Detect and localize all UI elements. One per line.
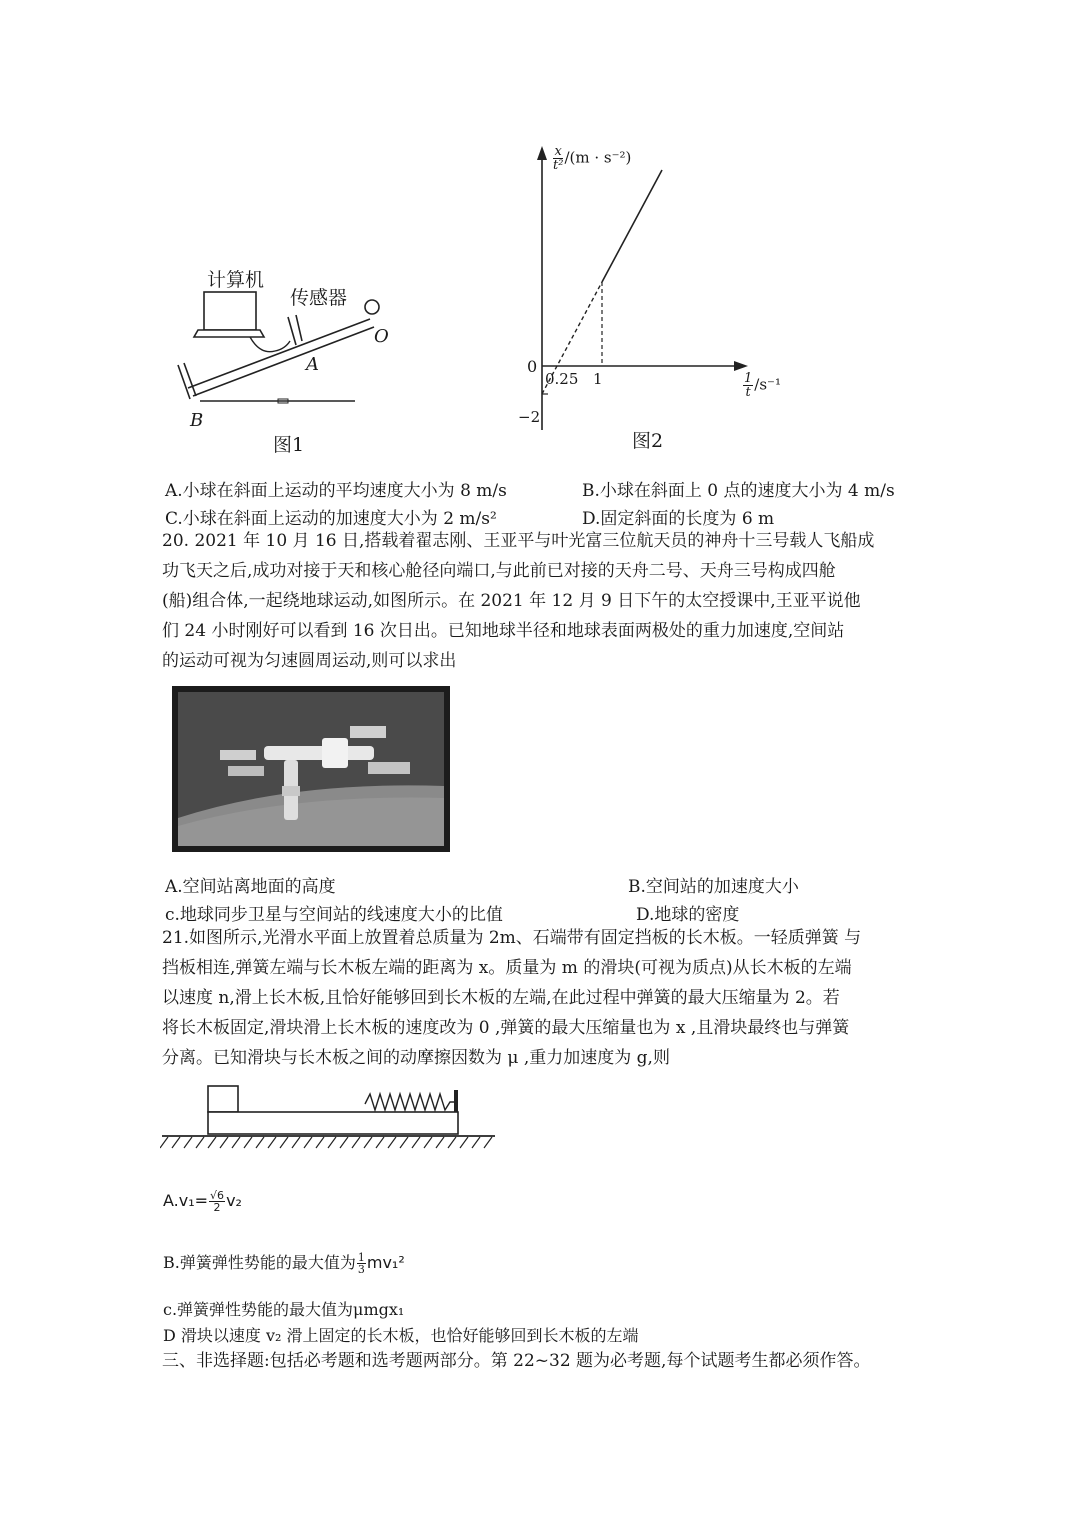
q20-option-b: B.空间站的加速度大小 (628, 877, 799, 897)
q21-line-1: 21.如图所示,光滑水平面上放置着总质量为 2m、石端带有固定挡板的长木板。一轻质弹簧 与 (162, 928, 862, 948)
q21-option-d: D 滑块以速度 v₂ 滑上固定的长木板，也恰好能够回到长木板的左端 (163, 1326, 639, 1345)
q19-option-b: B.小球在斜面上 0 点的速度大小为 4 m/s (582, 481, 895, 501)
figure-2-x-axis-label (742, 372, 781, 399)
q21-option-a-suffix: v₂ (226, 1191, 242, 1210)
q21-line-4: 将长木板固定,滑块滑上长木板的速度改为 0 ,弹簧的最大压缩量也为 x ,且滑块最终也与弹簧 (162, 1018, 850, 1038)
q21-option-b-suffix: mv₁² (366, 1253, 405, 1272)
figure-1-caption: 图1 (273, 434, 305, 456)
space-station-photo (172, 686, 450, 852)
figure-1-point-a: A (306, 354, 319, 375)
y-axis-denominator: t² (553, 158, 564, 173)
figure-2-tick-1: 1 (593, 370, 603, 388)
x-axis-numerator: 1 (744, 371, 753, 386)
x-axis-denominator: t (745, 385, 751, 400)
q21-option-b (163, 1250, 405, 1275)
q21-option-a-denominator: 2 (213, 1201, 221, 1214)
x-axis-unit: /s⁻¹ (754, 375, 781, 394)
q21-line-3: 以速度 n,滑上长木板,且恰好能够回到长木板的左端,在此过程中弹簧的最大压缩量为 2。若 (162, 988, 840, 1008)
q20-line-4: 们 24 小时刚好可以看到 16 次日出。已知地球半径和地球表面两极处的重力加速度,空间站 (162, 621, 845, 641)
q21-option-a (163, 1190, 242, 1213)
figure-1-computer-label: 计算机 (207, 269, 265, 291)
y-axis-unit: /(m · s⁻²) (564, 148, 632, 167)
figure-2-y-axis-label (552, 145, 631, 172)
q20-line-5: 的运动可视为匀速圆周运动,则可以求出 (162, 651, 457, 671)
q20-line-2: 功飞天之后,成功对接于天和核心舱径向端口,与此前已对接的天舟二号、天舟三号构成四舱 (162, 561, 836, 581)
q20-option-c: c.地球同步卫星与空间站的线速度大小的比值 (165, 905, 503, 925)
figure-2-origin-label: 0 (527, 357, 538, 376)
q19-option-a: A.小球在斜面上运动的平均速度大小为 8 m/s (165, 481, 507, 501)
figure-2-tick-0-25: 0.25 (545, 370, 579, 388)
q21-option-a-prefix: A.v₁= (163, 1191, 209, 1210)
series-line-solid (602, 170, 662, 282)
q20-option-d: D.地球的密度 (636, 905, 740, 925)
figure-1-sensor-label: 传感器 (290, 287, 348, 309)
q21-option-b-denominator: 3 (357, 1263, 365, 1276)
q21-line-5: 分离。已知滑块与长木板之间的动摩擦因数为 μ ,重力加速度为 g,则 (162, 1048, 670, 1068)
y-axis-numerator: x (554, 144, 562, 159)
board-spring-diagram (160, 1080, 500, 1160)
figure-2-tick-neg2: −2 (518, 408, 541, 426)
q20-line-3: (船)组合体,一起绕地球运动,如图所示。在 2021 年 12 月 9 日下午的太空授课中,王亚平说他 (162, 591, 861, 611)
q21-option-c: c.弹簧弹性势能的最大值为μmgx₁ (163, 1300, 405, 1319)
q21-option-a-numerator: √6 (210, 1189, 225, 1202)
q19-option-d: D.固定斜面的长度为 6 m (582, 509, 775, 529)
figure-1-point-o: O (374, 326, 389, 347)
q20-option-a: A.空间站离地面的高度 (165, 877, 336, 897)
q21-line-2: 挡板相连,弹簧左端与长木板左端的距离为 x。质量为 m 的滑块(可视为质点)从长木板的左端 (162, 958, 852, 978)
q20-line-1: 20. 2021 年 10 月 16 日,搭载着翟志刚、王亚平与叶光富三位航天员的神舟十三号载人飞船成 (162, 531, 875, 551)
figure-2-caption: 图2 (632, 430, 664, 452)
q21-option-b-numerator: 1 (357, 1251, 365, 1264)
q19-option-c: C.小球在斜面上运动的加速度大小为 2 m/s² (165, 509, 497, 529)
figure-1-point-b: B (190, 410, 204, 431)
q21-option-b-prefix: B.弹簧弹性势能的最大值为 (163, 1253, 356, 1272)
section-3-heading: 三、非选择题:包括必考题和选考题两部分。第 22~32 题为必考题,每个试题考生都必须作答。 (162, 1351, 871, 1371)
